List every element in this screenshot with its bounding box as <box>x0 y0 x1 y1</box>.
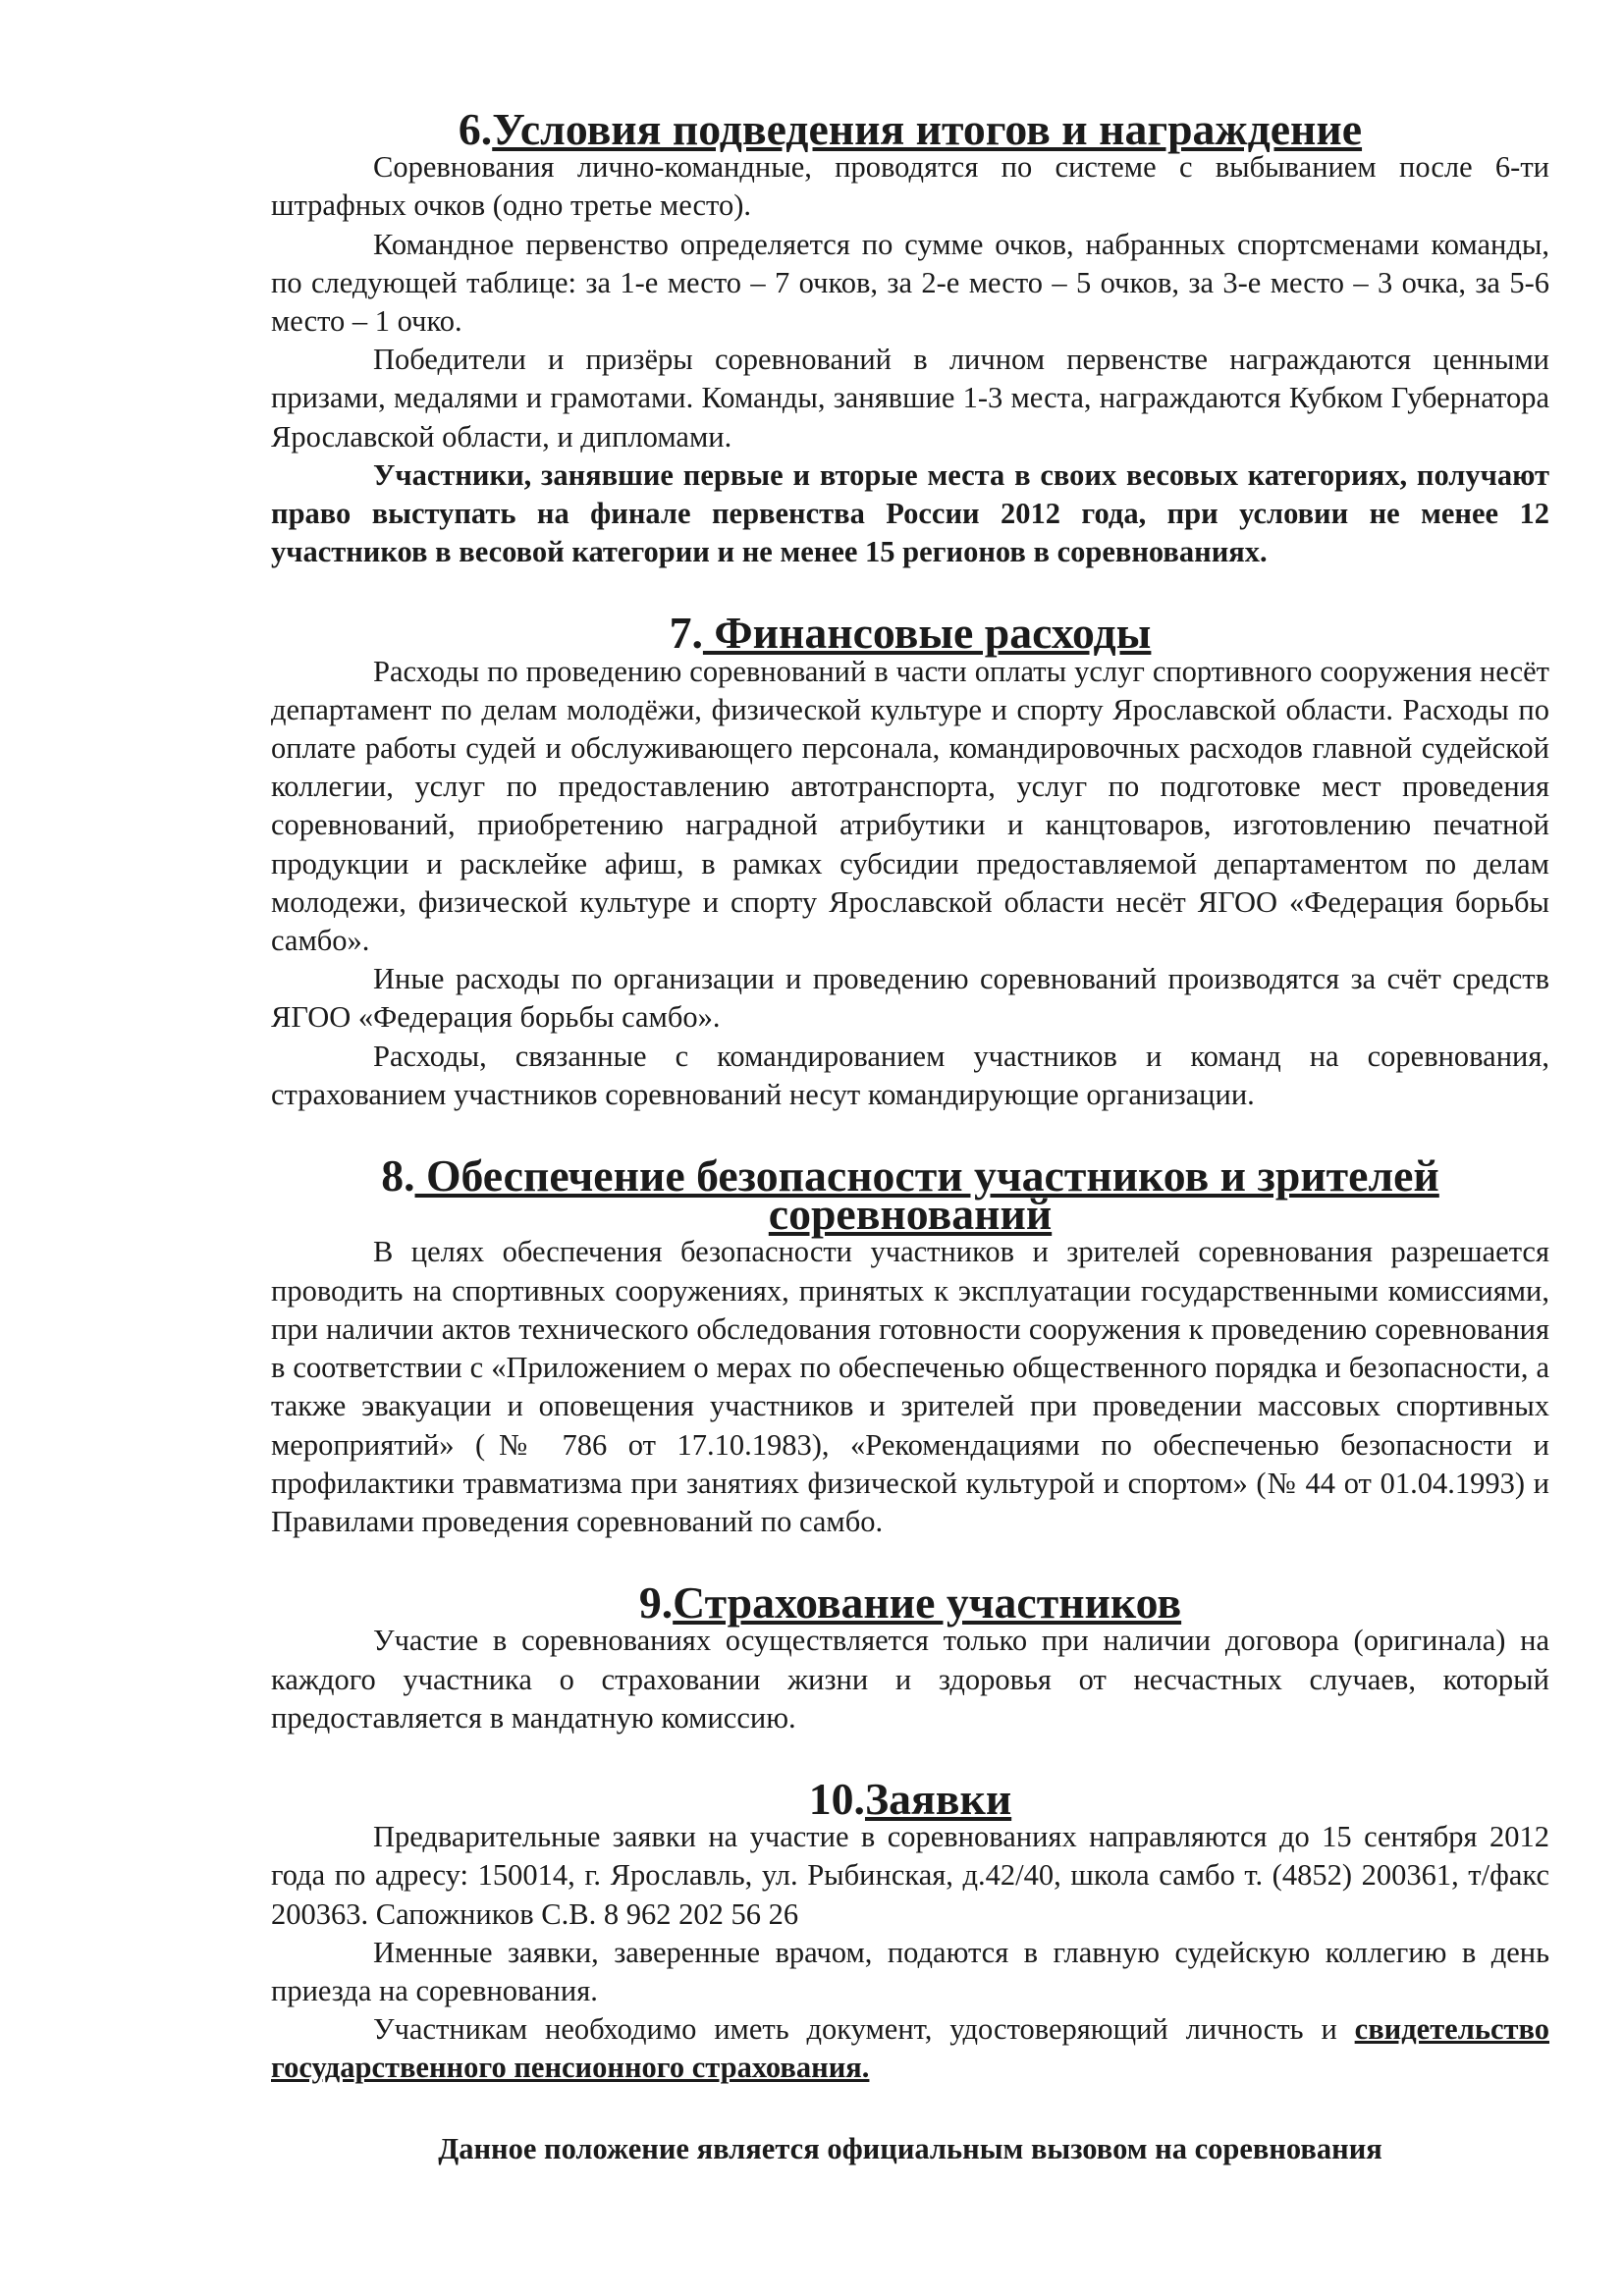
paragraph: Командное первенство определяется по сумме очков, набранных спортсменами команды, по следующей таблице: за 1-е место – 7 очков, за 2-е место – 5 очков, за 3-е место – 3 очка, за 5-6 место – 1 очко. <box>271 227 1549 339</box>
section-9-number: 9. <box>638 1577 674 1629</box>
paragraph: Предварительные заявки на участие в соревнованиях направляются до 15 сентября 2012 года по адресу: 150014, г. Ярославль, ул. Рыбинская, д.42/40, школа самбо т. (4852) 200361, т/факс 200363. Сапожников С.В. 8 962 202 56 26 <box>271 1820 1549 1931</box>
section-8 <box>271 1150 1549 1541</box>
section-9-heading <box>271 1577 1549 1629</box>
paragraph: В целях обеспечения безопасности участников и зрителей соревнования разрешается проводить на спортивных сооружениях, принятых к эксплуатации государственными комиссиями, при наличии актов технического обследования готовности сооружения к проведению соревнования в соответствии с «Приложением о мерах по обеспеченью общественного порядка и безопасности, а также эвакуации и оповещения участников и зрителей при проведении массовых спортивных мероприятий» (№ 786 от 17.10.1983), «Рекомендациями по обеспеченью безопасности и профилактики травматизма при занятиях физической культурой и спортом» (№ 44 от 01.04.1993) и Правилами проведения соревнований по самбо. <box>271 1235 1549 1538</box>
section-10-title: Заявки <box>864 1773 1012 1824</box>
section-9-title: Страхование участников <box>673 1577 1182 1629</box>
paragraph: Расходы, связанные с командированием участников и команд на соревнования, страхованием участников соревнований несут командирующие организации. <box>271 1039 1549 1111</box>
section-7-number: 7. <box>669 608 703 659</box>
section-6-heading <box>271 104 1549 154</box>
paragraph: Расходы по проведению соревнований в части оплаты услуг спортивного сооружения несёт департамент по делам молодёжи, физической культуре и спорту Ярославской области. Расходы по оплате работы судей и обслуживающего персонала, командировочных расходов главной судейской коллегии, услуг по предоставлению автотранспорта, услуг по подготовке мест проведения соревнований, приобретению наградной атрибутики и канцтоваров, изготовлению печатной продукции и расклейке афиш, в рамках субсидии предоставляемой департаментом по делам молодежи, физической культуре и спорту Ярославской области несёт ЯГОО «Федерация борьбы самбо». <box>271 654 1549 958</box>
section-8-number: 8. <box>381 1150 415 1201</box>
section-7-title: Финансовые расходы <box>702 608 1152 659</box>
paragraph <box>271 2010 1549 2087</box>
bold-paragraph: Участники, занявшие первые и вторые места в своих весовых категориях, получают право выступать на финале первенства России 2012 года, при условии не менее 12 участников в весовой категории и не менее 15 регионов в соревнованиях. <box>271 457 1549 569</box>
final-statement: Данное положение является официальным вызовом на соревнования <box>438 2131 1382 2165</box>
section-8-title: Обеспечение безопасности участников и зрителей соревнований <box>414 1150 1439 1240</box>
paragraph: Именные заявки, заверенные врачом, подаются в главную судейскую коллегию в день приезда на соревнования. <box>271 1935 1549 2007</box>
paragraph: Соревнования лично-командные, проводятся по системе с выбыванием после 6-ти штрафных очков (одно третье место). <box>271 150 1549 223</box>
section-10-number: 10. <box>808 1773 865 1824</box>
section-7 <box>271 608 1549 1114</box>
section-8-heading <box>271 1150 1549 1240</box>
section-10 <box>271 1773 1549 2088</box>
section-6 <box>271 104 1549 571</box>
section-7-heading <box>271 608 1549 659</box>
section-6-title: Условия подведения итогов и награждение <box>492 104 1363 154</box>
paragraph-lead: Участникам необходимо иметь документ, удостоверяющий личность и <box>373 2012 1355 2047</box>
section-9 <box>271 1577 1549 1737</box>
document-body <box>271 104 1549 2168</box>
paragraph: Победители и призёры соревнований в личном первенстве награждаются ценными призами, медалями и грамотами. Команды, занявшие 1-3 места, награждаются Кубком Губернатора Ярославской области, и дипломами. <box>271 343 1549 454</box>
section-10-heading <box>271 1773 1549 1824</box>
paragraph: Участие в соревнованиях осуществляется только при наличии договора (оригинала) на каждого участника о страховании жизни и здоровья от несчастных случаев, который предоставляется в мандатную комиссию. <box>271 1624 1549 1735</box>
section-6-number: 6. <box>458 104 493 154</box>
emphasis-text: свидетельство государственного пенсионного страхования. <box>271 2012 1549 2085</box>
paragraph: Иные расходы по организации и проведению соревнований производятся за счёт средств ЯГОО «Федерация борьбы самбо». <box>271 962 1549 1035</box>
